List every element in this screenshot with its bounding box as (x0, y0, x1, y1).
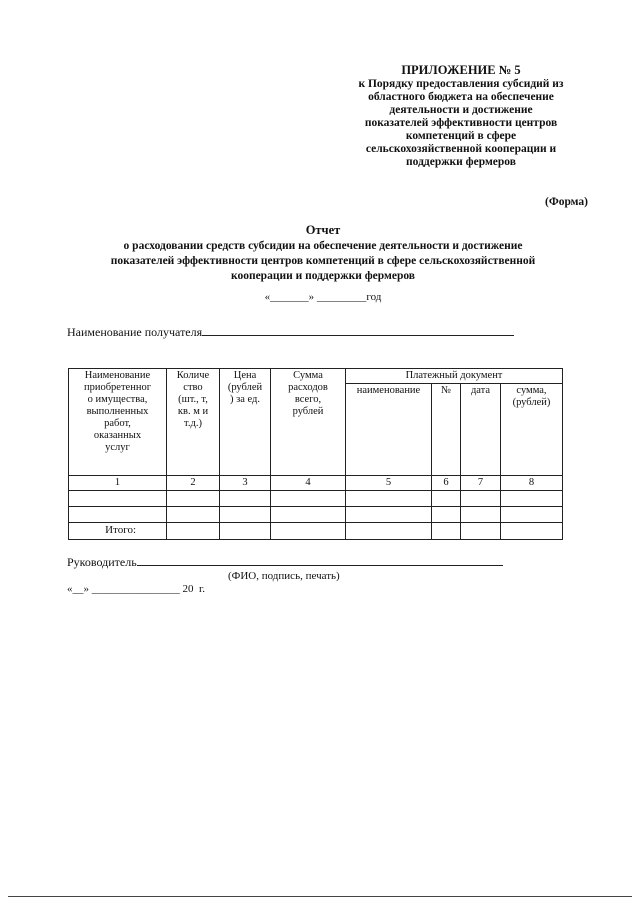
recipient-field[interactable] (202, 323, 514, 336)
table-cell[interactable] (220, 491, 271, 507)
head-line (67, 553, 503, 570)
table-cell[interactable] (461, 507, 501, 523)
table-row (69, 491, 563, 507)
table-cell[interactable] (271, 507, 346, 523)
report-subtitle-line: показателей эффективности центров компетенций в сфере сельскохозяйственной (110, 255, 536, 267)
appendix-line: сельскохозяйственной кооперации и (365, 143, 557, 155)
column-number: 2 (167, 476, 220, 491)
table-cell[interactable] (271, 523, 346, 540)
table-cell[interactable] (271, 491, 346, 507)
table-cell[interactable] (167, 507, 220, 523)
table-cell[interactable] (167, 491, 220, 507)
bottom-date-prefix: «__» ________________ 20 (67, 583, 194, 595)
appendix-line: показателей эффективности центров (364, 117, 558, 129)
report-title-block (60, 223, 586, 284)
table-cell[interactable] (432, 491, 461, 507)
table-cell[interactable] (167, 523, 220, 540)
bottom-date-line (67, 583, 205, 595)
table-cell[interactable] (461, 491, 501, 507)
bottom-date-suffix: г. (199, 583, 206, 595)
col-header-doc-date: дата (461, 384, 501, 476)
recipient-line (67, 323, 514, 340)
column-number: 1 (69, 476, 167, 491)
table-cell[interactable] (220, 507, 271, 523)
appendix-line: компетенций в сфере (405, 130, 517, 142)
table-row (69, 507, 563, 523)
signature-note: (ФИО, подпись, печать) (228, 570, 340, 582)
table-cell[interactable] (346, 523, 432, 540)
table-cell[interactable] (432, 507, 461, 523)
col-header-item-name: Наименование приобретенног о имущества, выполненных работ, оказанных услуг (69, 369, 167, 476)
table-cell[interactable] (501, 507, 563, 523)
table-cell[interactable] (69, 491, 167, 507)
footer-rule (8, 896, 632, 897)
report-title: Отчет (305, 223, 341, 237)
appendix-line: деятельности и достижение (389, 104, 533, 116)
table-cell[interactable] (501, 523, 563, 540)
report-date-line: «_______» _________год (264, 291, 382, 303)
total-label: Итого: (69, 523, 167, 540)
recipient-label: Наименование получателя (67, 325, 203, 339)
head-signature-field[interactable] (137, 553, 503, 566)
report-subtitle-line: о расходовании средств субсидии на обеспечение деятельности и достижение (123, 240, 523, 252)
col-header-payment-document: Платежный документ (346, 369, 563, 384)
table-cell[interactable] (346, 507, 432, 523)
col-header-doc-sum: сумма, (рублей) (501, 384, 563, 476)
appendix-line: к Порядку предоставления субсидий из (358, 78, 564, 90)
column-number: 7 (461, 476, 501, 491)
column-number: 5 (346, 476, 432, 491)
appendix-line: поддержки фермеров (406, 156, 516, 168)
appendix-block (330, 64, 592, 169)
column-number: 8 (501, 476, 563, 491)
table-header-row (69, 369, 563, 384)
head-label: Руководитель (67, 555, 137, 569)
column-number: 3 (220, 476, 271, 491)
table-cell[interactable] (69, 507, 167, 523)
total-row (69, 523, 563, 540)
column-number: 6 (432, 476, 461, 491)
form-label: (Форма) (544, 196, 588, 208)
table-cell[interactable] (432, 523, 461, 540)
table-cell[interactable] (220, 523, 271, 540)
table-cell[interactable] (501, 491, 563, 507)
appendix-heading: ПРИЛОЖЕНИЕ № 5 (401, 63, 521, 77)
expense-table (68, 368, 563, 540)
column-number-row (69, 476, 563, 491)
report-subtitle-line: кооперации и поддержки фермеров (230, 270, 416, 282)
col-header-quantity: Количе ство (шт., т, кв. м и т.д.) (167, 369, 220, 476)
table-cell[interactable] (461, 523, 501, 540)
column-number: 4 (271, 476, 346, 491)
table-cell[interactable] (346, 491, 432, 507)
col-header-price: Цена (рублей ) за ед. (220, 369, 271, 476)
appendix-line: областного бюджета на обеспечение (368, 91, 554, 103)
col-header-doc-number: № (432, 384, 461, 476)
col-header-total-sum: Сумма расходов всего, рублей (271, 369, 346, 476)
col-header-doc-name: наименование (346, 384, 432, 476)
